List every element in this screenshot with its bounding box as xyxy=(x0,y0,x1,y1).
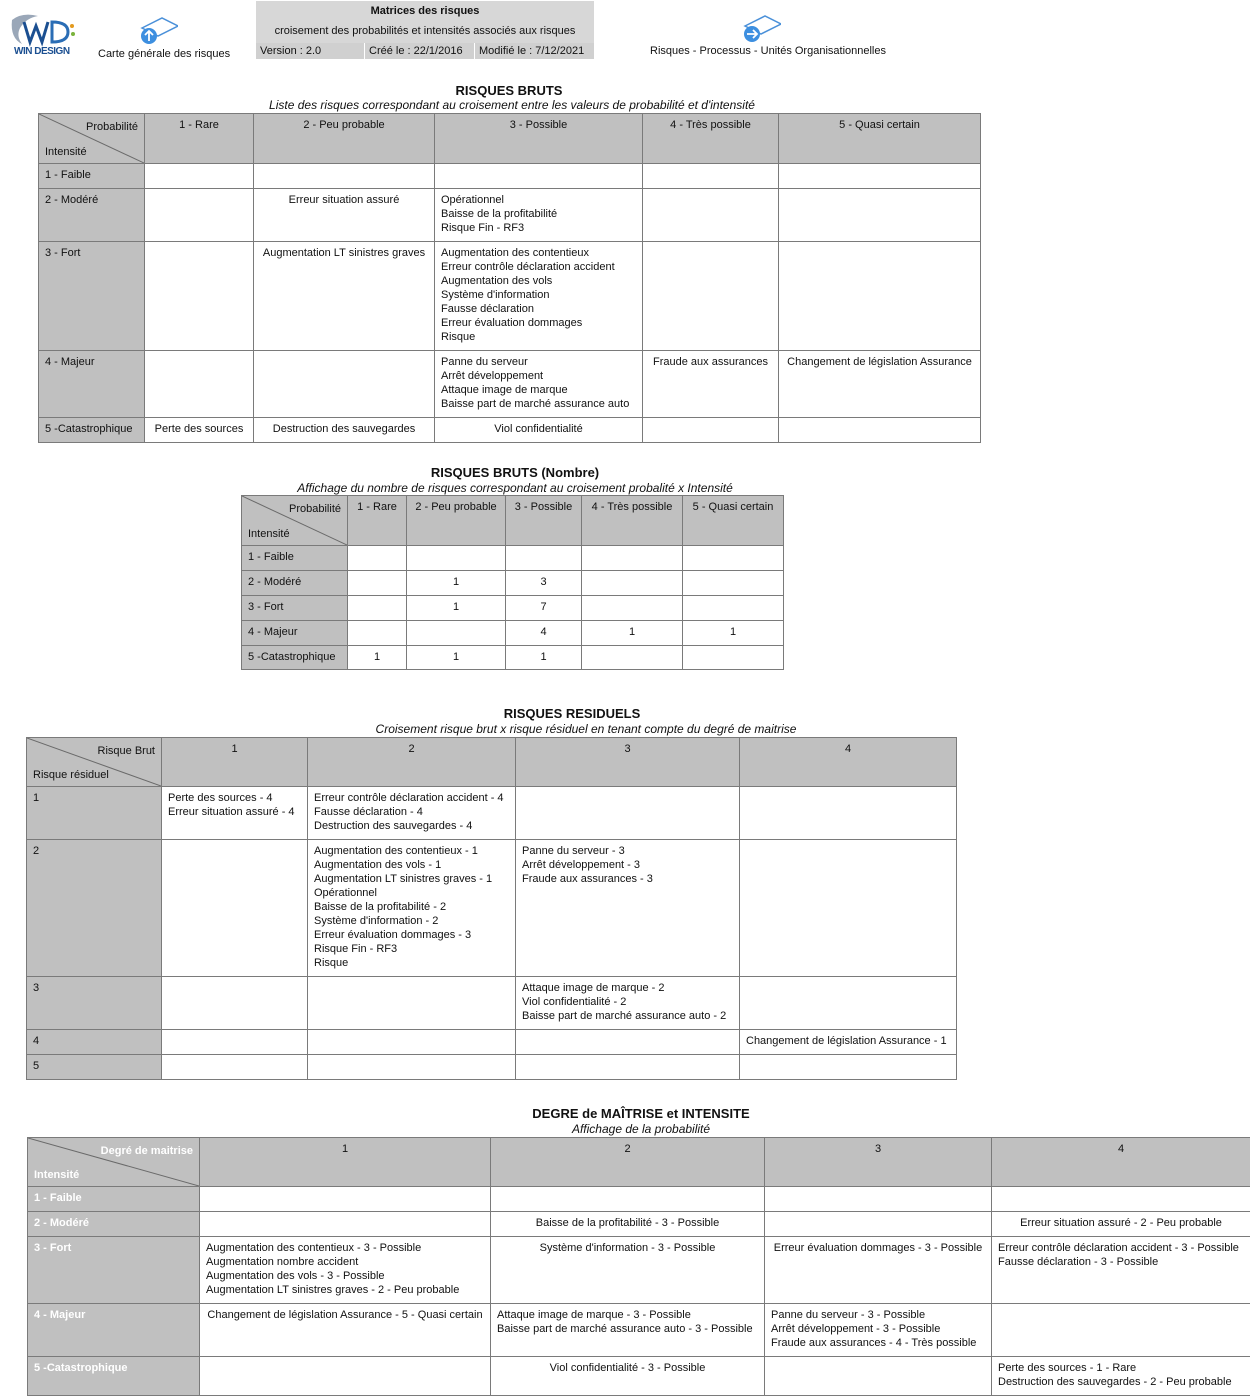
risk-item: Erreur évaluation dommages xyxy=(441,317,583,329)
matrix-cell xyxy=(506,546,582,571)
risk-item: Arrêt développement - 3 - Possible xyxy=(771,1323,941,1335)
title-box xyxy=(256,1,594,59)
matrix-cell xyxy=(162,1055,308,1080)
matrix-cell xyxy=(145,189,254,242)
matrix-cell xyxy=(992,1237,1250,1304)
table-row xyxy=(27,787,957,840)
risk-item: Destruction des sauvegardes - 4 xyxy=(314,820,473,832)
risk-item: Fraude aux assurances - 4 - Très possible xyxy=(771,1337,977,1349)
matrix-cell xyxy=(145,418,254,443)
t4-subtitle: Affichage de la probabilité xyxy=(571,1122,711,1136)
matrix-cell xyxy=(779,351,981,418)
matrix-cell xyxy=(765,1187,992,1212)
matrix-cell xyxy=(491,1212,765,1237)
table-row xyxy=(27,840,957,977)
risk-item: Augmentation des vols - 1 xyxy=(314,859,442,871)
row-header: 5 -Catastrophique xyxy=(39,418,145,443)
risk-item: Augmentation des vols xyxy=(441,275,553,287)
matrix-cell xyxy=(765,1212,992,1237)
risk-item: Système d'information - 3 - Possible xyxy=(539,1242,716,1254)
table-row xyxy=(28,1237,1250,1304)
matrix-cell: 1 xyxy=(407,596,506,621)
row-header: 2 - Modéré xyxy=(39,189,145,242)
risk-item: Panne du serveur - 3 xyxy=(522,845,625,857)
matrix-cell xyxy=(162,1030,308,1055)
matrix-cell xyxy=(643,189,779,242)
degre-maitrise-table xyxy=(27,1137,1250,1396)
corner-top-label: Risque Brut xyxy=(97,745,155,757)
matrix-cell xyxy=(162,840,308,977)
column-header: 2 - Peu probable xyxy=(254,114,435,164)
risk-item: Système d'information - 2 xyxy=(314,915,439,927)
matrix-cell xyxy=(435,164,643,189)
risk-item: Changement de législation Assurance - 1 xyxy=(746,1035,947,1047)
table-row xyxy=(27,1030,957,1055)
created-label: Créé le : 22/1/2016 xyxy=(364,43,474,59)
windesign-logo xyxy=(8,12,78,62)
corner-bottom-label: Risque résiduel xyxy=(33,769,109,781)
risk-item: Système d'information xyxy=(441,289,550,301)
matrix-cell xyxy=(200,1304,491,1357)
risk-item: Erreur évaluation dommages - 3 - Possible xyxy=(773,1242,983,1254)
column-header: 4 xyxy=(992,1138,1250,1187)
row-header: 5 xyxy=(27,1055,162,1080)
risk-item: Panne du serveur xyxy=(441,356,528,368)
matrix-cell xyxy=(779,418,981,443)
column-header: 5 - Quasi certain xyxy=(683,496,784,546)
risk-item: Augmentation des contentieux - 3 - Possible xyxy=(206,1242,422,1254)
matrix-cell xyxy=(992,1212,1250,1237)
matrix-cell xyxy=(516,1055,740,1080)
matrix-cell xyxy=(582,571,683,596)
carte-generale-icon[interactable] xyxy=(138,16,178,49)
matrix-cell xyxy=(145,164,254,189)
column-header: 5 - Quasi certain xyxy=(779,114,981,164)
matrix-cell xyxy=(162,977,308,1030)
risques-residuels-table xyxy=(26,737,957,1080)
risk-item: Baisse de la profitabilité xyxy=(441,208,558,220)
matrix-cell xyxy=(740,1055,957,1080)
risk-item: Augmentation des contentieux xyxy=(441,247,589,259)
matrix-cell xyxy=(435,351,643,418)
risques-processus-link[interactable]: Risques - Processus - Unités Organisationnelles xyxy=(650,45,886,57)
table-row xyxy=(28,1187,1250,1212)
matrix-cell xyxy=(516,1030,740,1055)
matrix-cell xyxy=(254,189,435,242)
matrix-cell xyxy=(643,164,779,189)
matrix-cell: 1 xyxy=(582,621,683,646)
row-header: 4 xyxy=(27,1030,162,1055)
column-header: 4 - Très possible xyxy=(643,114,779,164)
matrix-cell xyxy=(779,242,981,351)
matrix-cell xyxy=(308,1030,516,1055)
table-row xyxy=(242,596,784,621)
matrix-cell xyxy=(435,242,643,351)
corner-top-label: Degré de maitrise xyxy=(100,1145,193,1157)
risk-item: Fraude aux assurances xyxy=(653,356,768,368)
risk-item: Panne du serveur - 3 - Possible xyxy=(771,1309,926,1321)
corner-header xyxy=(28,1138,200,1187)
matrix-cell: 1 xyxy=(407,571,506,596)
matrix-cell xyxy=(683,571,784,596)
matrix-cell xyxy=(145,242,254,351)
matrix-cell xyxy=(348,596,407,621)
matrix-cell xyxy=(308,787,516,840)
risk-item: Viol confidentialité - 3 - Possible xyxy=(549,1362,706,1374)
row-header: 4 - Majeur xyxy=(28,1304,200,1357)
corner-header xyxy=(27,738,162,787)
row-header: 3 xyxy=(27,977,162,1030)
row-header: 2 xyxy=(27,840,162,977)
corner-top-label: Probabilité xyxy=(86,121,138,133)
risk-item: Baisse part de marché assurance auto - 2 xyxy=(522,1010,727,1022)
table-row xyxy=(28,1304,1250,1357)
matrix-cell xyxy=(200,1357,491,1396)
matrix-cell xyxy=(740,1030,957,1055)
matrix-cell xyxy=(491,1357,765,1396)
risk-item: Viol confidentialité - 2 xyxy=(522,996,627,1008)
matrix-cell xyxy=(683,596,784,621)
corner-top-label: Probabilité xyxy=(289,503,341,515)
logo-mark-icon xyxy=(8,12,78,48)
risk-item: Destruction des sauvegardes xyxy=(272,423,416,435)
risques-processus-icon[interactable] xyxy=(741,14,781,47)
risk-item: Attaque image de marque - 2 xyxy=(522,982,665,994)
column-header: 3 - Possible xyxy=(506,496,582,546)
row-header: 4 - Majeur xyxy=(242,621,348,646)
corner-bottom-label: Intensité xyxy=(248,528,290,540)
matrix-cell xyxy=(407,621,506,646)
table-row xyxy=(27,1055,957,1080)
risk-item: Baisse part de marché assurance auto xyxy=(441,398,630,410)
matrix-cell xyxy=(765,1237,992,1304)
risk-item: Erreur situation assuré - 4 xyxy=(168,806,295,818)
row-header: 1 xyxy=(27,787,162,840)
risk-item: Perte des sources - 4 xyxy=(168,792,273,804)
risk-item: Augmentation LT sinistres graves - 2 - Peu probable xyxy=(206,1284,460,1296)
page-subtitle: croisement des probabilités et intensités associés aux risques xyxy=(274,25,576,37)
column-header: 2 xyxy=(491,1138,765,1187)
risk-item: Baisse de la profitabilité - 2 xyxy=(314,901,447,913)
risk-item: Baisse part de marché assurance auto - 3 - Possible xyxy=(497,1323,753,1335)
risk-item: Perte des sources - 1 - Rare xyxy=(998,1362,1137,1374)
matrix-cell xyxy=(435,189,643,242)
matrix-cell xyxy=(643,242,779,351)
row-header: 3 - Fort xyxy=(242,596,348,621)
matrix-cell xyxy=(491,1187,765,1212)
risk-item: Changement de législation Assurance xyxy=(787,356,972,368)
t1-title: RISQUES BRUTS xyxy=(455,83,563,98)
risk-item: Augmentation LT sinistres graves - 1 xyxy=(314,873,493,885)
risk-item: Fausse déclaration - 4 xyxy=(314,806,423,818)
risk-item: Opérationnel xyxy=(314,887,377,899)
risk-item: Risque Fin - RF3 xyxy=(314,943,398,955)
matrix-cell xyxy=(992,1187,1250,1212)
matrix-cell xyxy=(162,787,308,840)
risk-item: Erreur situation assuré - 2 - Peu probable xyxy=(1020,1217,1222,1229)
corner-bottom-label: Intensité xyxy=(45,146,87,158)
column-header: 4 xyxy=(740,738,957,787)
risk-item: Arrêt développement xyxy=(441,370,544,382)
row-header: 2 - Modéré xyxy=(242,571,348,596)
risk-item: Erreur contrôle déclaration accident xyxy=(441,261,615,273)
column-header: 1 xyxy=(162,738,308,787)
matrix-cell xyxy=(308,840,516,977)
risk-item: Changement de législation Assurance - 5 - Quasi certain xyxy=(207,1309,483,1321)
row-header: 1 - Faible xyxy=(39,164,145,189)
table-row xyxy=(28,1357,1250,1396)
matrix-cell xyxy=(992,1357,1250,1396)
matrix-cell: 3 xyxy=(506,571,582,596)
matrix-cell: 7 xyxy=(506,596,582,621)
corner-bottom-label: Intensité xyxy=(34,1169,80,1181)
risk-item: Fausse déclaration - 3 - Possible xyxy=(998,1256,1159,1268)
row-header: 1 - Faible xyxy=(28,1187,200,1212)
matrix-cell: 1 xyxy=(683,621,784,646)
column-header: 1 xyxy=(200,1138,491,1187)
column-header: 2 xyxy=(308,738,516,787)
matrix-cell xyxy=(348,571,407,596)
matrix-cell xyxy=(516,787,740,840)
column-header: 3 xyxy=(516,738,740,787)
risk-item: Risque xyxy=(314,957,349,969)
table-row xyxy=(242,646,784,670)
risk-item: Attaque image de marque xyxy=(441,384,568,396)
risk-item: Erreur contrôle déclaration accident - 3 - Possible xyxy=(998,1242,1239,1254)
risques-bruts-nombre-table xyxy=(241,495,784,670)
column-header: 3 - Possible xyxy=(435,114,643,164)
t3-title: RISQUES RESIDUELS xyxy=(503,706,641,721)
column-header: 1 - Rare xyxy=(348,496,407,546)
matrix-cell xyxy=(992,1304,1250,1357)
carte-generale-link[interactable]: Carte générale des risques xyxy=(98,48,231,60)
matrix-cell xyxy=(516,977,740,1030)
column-header: 4 - Très possible xyxy=(582,496,683,546)
table-row xyxy=(39,242,981,351)
table-row xyxy=(39,418,981,443)
risk-item: Risque xyxy=(441,331,476,343)
risk-item: Destruction des sauvegardes - 2 - Peu probable xyxy=(998,1376,1232,1388)
matrix-cell xyxy=(200,1187,491,1212)
matrix-cell: 1 xyxy=(407,646,506,670)
matrix-cell xyxy=(582,546,683,571)
logo-text: WIN DESIGN xyxy=(14,46,70,57)
matrix-cell xyxy=(740,787,957,840)
table-row xyxy=(242,546,784,571)
matrix-cell xyxy=(435,418,643,443)
table-row xyxy=(39,164,981,189)
row-header: 5 -Catastrophique xyxy=(242,646,348,670)
matrix-cell xyxy=(491,1237,765,1304)
matrix-cell xyxy=(254,242,435,351)
matrix-cell xyxy=(765,1304,992,1357)
t2-subtitle: Affichage du nombre de risques correspondant au croisement probalité x Intensité xyxy=(297,481,733,495)
matrix-cell: 4 xyxy=(506,621,582,646)
matrix-cell xyxy=(254,351,435,418)
row-header: 5 -Catastrophique xyxy=(28,1357,200,1396)
risk-item: Risque Fin - RF3 xyxy=(441,222,525,234)
t2-title: RISQUES BRUTS (Nombre) xyxy=(430,465,600,480)
table-row xyxy=(39,351,981,418)
risques-bruts-table xyxy=(38,113,981,443)
corner-header xyxy=(39,114,145,164)
matrix-cell xyxy=(683,546,784,571)
table-row xyxy=(27,977,957,1030)
matrix-cell xyxy=(740,840,957,977)
risk-item: Erreur situation assuré xyxy=(288,194,400,206)
matrix-cell xyxy=(779,164,981,189)
column-header: 1 - Rare xyxy=(145,114,254,164)
matrix-cell xyxy=(200,1212,491,1237)
page-title: Matrices des risques xyxy=(370,5,480,17)
matrix-cell xyxy=(683,646,784,670)
matrix-cell xyxy=(582,596,683,621)
matrix-cell: 1 xyxy=(506,646,582,670)
matrix-cell xyxy=(765,1357,992,1396)
risk-item: Fraude aux assurances - 3 xyxy=(522,873,653,885)
risk-item: Augmentation des vols - 3 - Possible xyxy=(206,1270,385,1282)
t1-subtitle: Liste des risques correspondant au croisement entre les valeurs de probabilité et d'intensité xyxy=(269,98,755,112)
matrix-cell xyxy=(348,546,407,571)
row-header: 3 - Fort xyxy=(28,1237,200,1304)
matrix-cell xyxy=(308,1055,516,1080)
corner-header xyxy=(242,496,348,546)
risk-item: Fausse déclaration xyxy=(441,303,534,315)
version-label: Version : 2.0 xyxy=(256,43,364,59)
table-row xyxy=(242,571,784,596)
matrix-cell xyxy=(254,418,435,443)
risk-item: Arrêt développement - 3 xyxy=(522,859,641,871)
column-header: 3 xyxy=(765,1138,992,1187)
matrix-cell xyxy=(643,418,779,443)
matrix-cell xyxy=(200,1237,491,1304)
risk-item: Augmentation des contentieux - 1 xyxy=(314,845,478,857)
matrix-cell xyxy=(254,164,435,189)
matrix-cell xyxy=(348,621,407,646)
matrix-cell xyxy=(516,840,740,977)
matrix-cell xyxy=(740,977,957,1030)
t4-title: DEGRE de MAÎTRISE et INTENSITE xyxy=(532,1106,750,1121)
table-row xyxy=(28,1212,1250,1237)
matrix-cell xyxy=(491,1304,765,1357)
matrix-cell xyxy=(308,977,516,1030)
risk-item: Baisse de la profitabilité - 3 - Possible xyxy=(535,1217,720,1229)
matrix-cell xyxy=(779,189,981,242)
risk-item: Attaque image de marque - 3 - Possible xyxy=(497,1309,691,1321)
risk-item: Augmentation nombre accident xyxy=(206,1256,359,1268)
column-header: 2 - Peu probable xyxy=(407,496,506,546)
row-header: 2 - Modéré xyxy=(28,1212,200,1237)
row-header: 1 - Faible xyxy=(242,546,348,571)
row-header: 3 - Fort xyxy=(39,242,145,351)
matrix-cell: 1 xyxy=(348,646,407,670)
matrix-cell xyxy=(145,351,254,418)
risk-item: Viol confidentialité xyxy=(494,423,583,435)
modified-label: Modifié le : 7/12/2021 xyxy=(474,43,594,59)
matrix-cell xyxy=(582,646,683,670)
row-header: 4 - Majeur xyxy=(39,351,145,418)
matrix-cell xyxy=(643,351,779,418)
table-row xyxy=(242,621,784,646)
risk-item: Opérationnel xyxy=(441,194,504,206)
matrix-cell xyxy=(407,546,506,571)
risk-item: Erreur évaluation dommages - 3 xyxy=(314,929,472,941)
risk-item: Augmentation LT sinistres graves xyxy=(262,247,426,259)
table-row xyxy=(39,189,981,242)
risk-item: Perte des sources xyxy=(154,423,244,435)
risk-item: Erreur contrôle déclaration accident - 4 xyxy=(314,792,504,804)
t3-subtitle: Croisement risque brut x risque résiduel en tenant compte du degré de maitrise xyxy=(375,722,797,736)
